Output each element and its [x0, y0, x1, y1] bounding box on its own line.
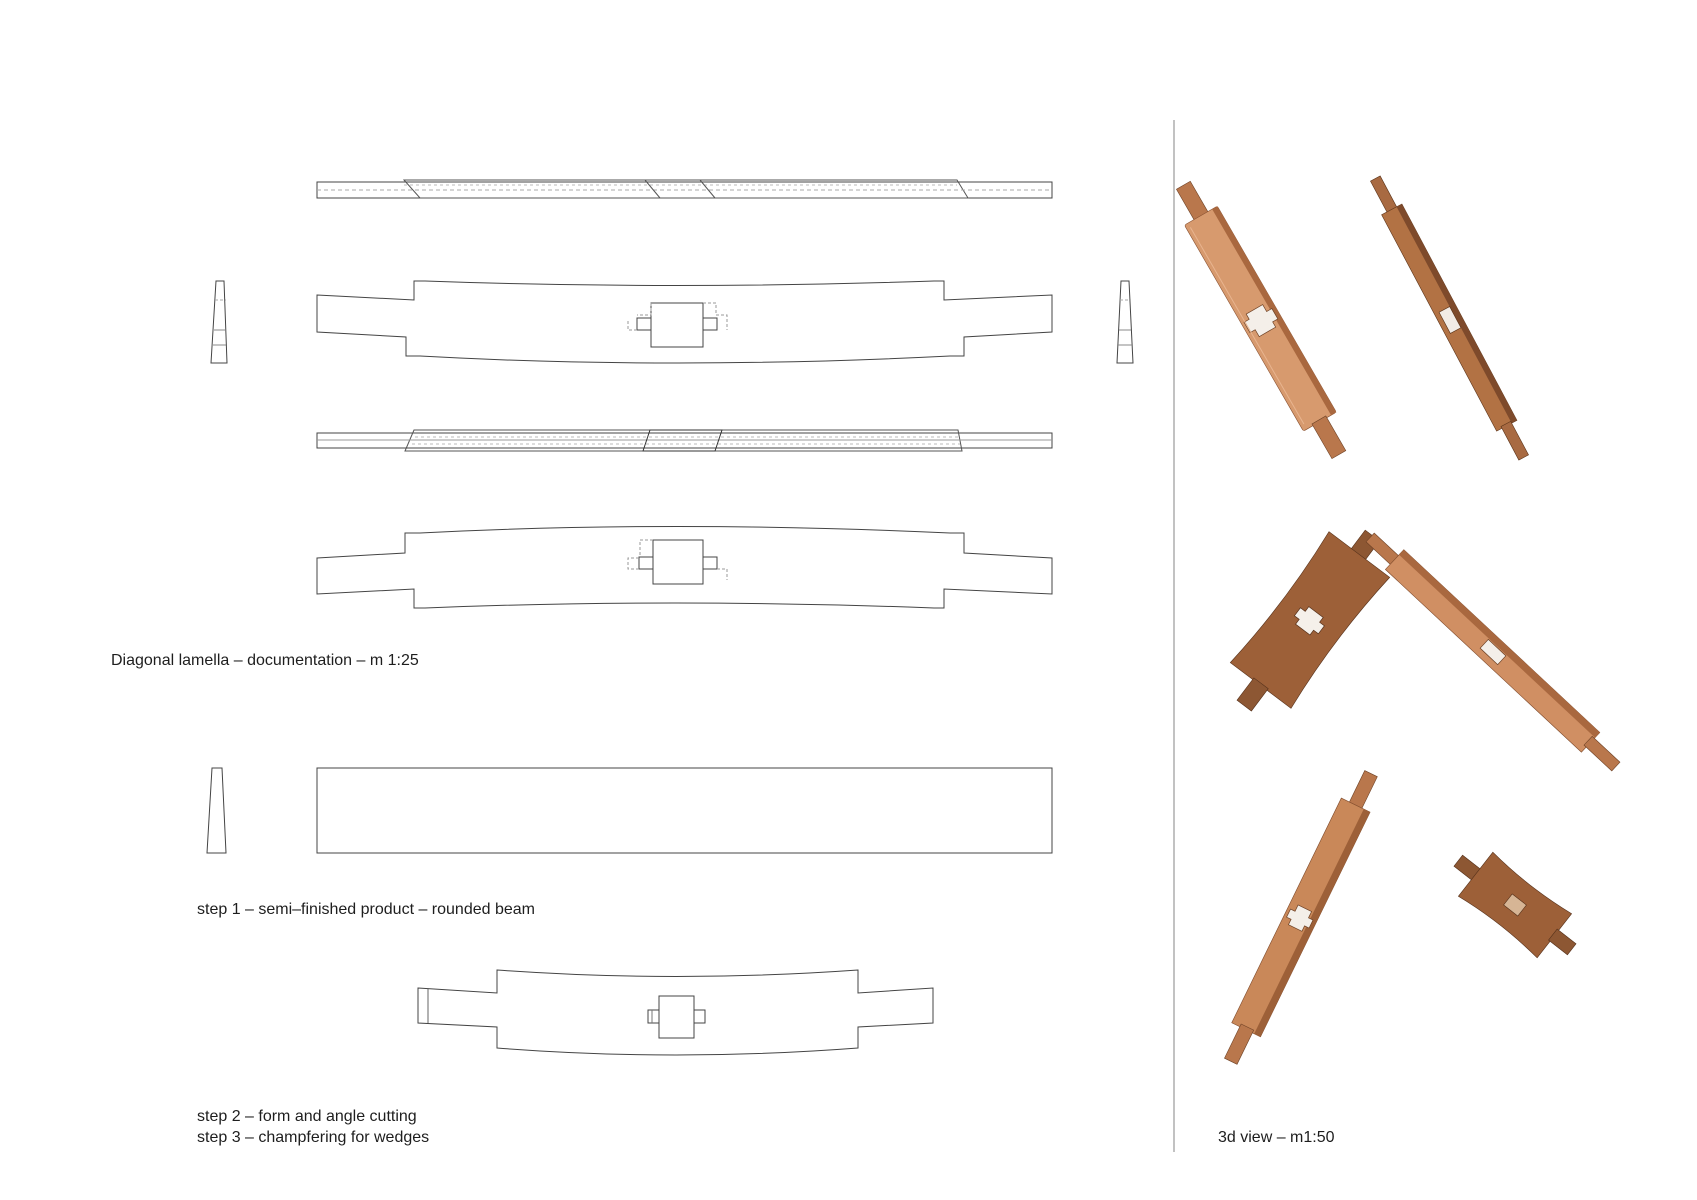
- 3d-lamella-4: [1361, 527, 1625, 776]
- views-3d: [1167, 173, 1626, 1068]
- view3d-caption: 3d view – m1:50: [1218, 1129, 1335, 1146]
- documentation-caption: Diagonal lamella – documentation – m 1:25: [111, 652, 419, 669]
- step2-lamella-view: [418, 970, 933, 1055]
- step2-caption: step 2 – form and angle cutting: [197, 1108, 417, 1125]
- lamella-front-view-1: [317, 281, 1052, 363]
- step3-caption: step 3 – champfering for wedges: [197, 1129, 430, 1146]
- 3d-lamella-2: [1365, 173, 1534, 463]
- lamella-edge-view: [317, 430, 1052, 451]
- documentation-views: [207, 180, 1133, 1055]
- step1-beam-view: [317, 768, 1052, 853]
- step1-caption: step 1 – semi–finished product – rounded beam: [197, 901, 535, 918]
- lamella-front-view-2: [317, 527, 1052, 609]
- 3d-lamella-5: [1216, 767, 1385, 1069]
- 3d-lamella-1: [1167, 176, 1355, 464]
- end-view-right-top: [1117, 281, 1133, 363]
- end-view-left-top: [211, 281, 227, 363]
- 3d-lamella-6: [1441, 839, 1589, 972]
- lamella-top-view: [317, 180, 1052, 198]
- step1-end-view: [207, 768, 226, 853]
